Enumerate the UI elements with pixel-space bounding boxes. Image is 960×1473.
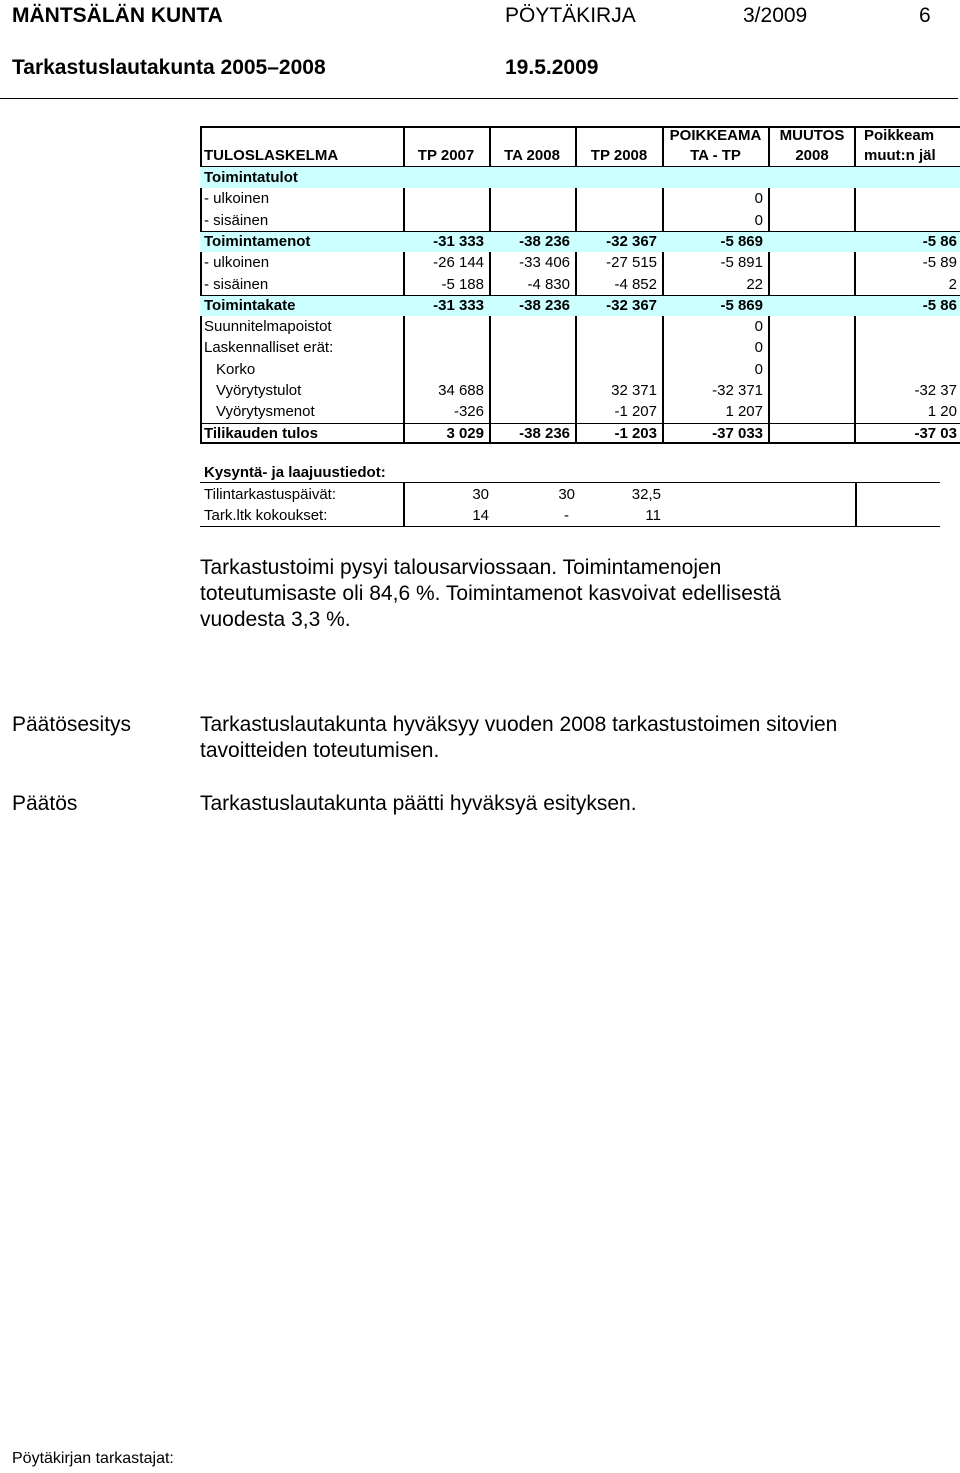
header-muut-after: muut:n jäl [864, 147, 936, 164]
table-cell-muutos [770, 252, 849, 273]
header-ta-tp: TA - TP [690, 147, 741, 164]
table-cell-tp2007: 3 029 [446, 424, 484, 442]
table-row-label: Toimintakate [204, 296, 296, 314]
table-cell-muutos [770, 380, 849, 401]
table-cell-ta2008 [491, 188, 570, 209]
table-cell-poik2: -5 89 [922, 254, 957, 272]
table-cell-muutos [770, 337, 849, 358]
table-cell-muutos [770, 167, 849, 188]
table-row-label: - sisäinen [204, 211, 269, 229]
table-cell-tp2008: -32 367 [606, 232, 657, 250]
table-cell-poikkeama: 0 [754, 339, 763, 357]
table-cell-tp2007 [405, 167, 484, 188]
stats-cell: 14 [472, 507, 489, 524]
table-row-label: - sisäinen [204, 275, 269, 293]
table-cell-poikkeama: 1 207 [725, 403, 763, 421]
table-cell-tp2008 [577, 359, 657, 380]
document-type: PÖYTÄKIRJA [505, 4, 636, 27]
table-cell-tp2008 [577, 188, 657, 209]
table-cell-tp2007 [405, 316, 484, 337]
decision-text: Tarkastuslautakunta päätti hyväksyä esityksen. [200, 792, 637, 815]
table-cell-poik2 [856, 359, 957, 380]
table-cell-muutos [770, 423, 849, 444]
table-cell-tp2007: 34 688 [438, 382, 484, 399]
table-cell-muutos [770, 274, 849, 295]
table-row-label: Korko [216, 360, 256, 378]
table-cell-tp2008: -27 515 [606, 254, 657, 272]
table-cell-tp2007 [405, 337, 484, 358]
page-number: 6 [919, 4, 931, 27]
table-cell-tp2007: -26 144 [433, 254, 484, 272]
table-cell-poikkeama: -5 891 [720, 254, 763, 272]
table-cell-tp2008 [577, 316, 657, 337]
table-cell-poik2 [856, 167, 957, 188]
table-cell-poik2 [856, 188, 957, 209]
table-cell-ta2008 [491, 401, 570, 422]
table-cell-poik2: 2 [948, 275, 957, 293]
table-cell-poik2: -37 03 [914, 424, 957, 442]
table-cell-tp2008 [577, 337, 657, 358]
table-cell-poikkeama: 22 [746, 275, 763, 293]
stats-cell: 30 [558, 486, 575, 503]
volume-data-section [200, 462, 960, 532]
table-cell-tp2008: -1 207 [614, 403, 657, 421]
header-tp2008: TP 2008 [590, 147, 648, 164]
table-cell-ta2008: -33 406 [519, 254, 570, 272]
table-row-label: Tilikauden tulos [204, 424, 318, 442]
table-cell-tp2007 [405, 210, 484, 231]
table-row-label: - ulkoinen [204, 254, 270, 272]
stats-row-label: Tark.ltk kokoukset: [204, 507, 328, 524]
table-row-label: Vyörytysmenot [216, 403, 315, 421]
header-divider [0, 98, 958, 99]
table-cell-muutos [770, 316, 849, 337]
table-cell-poik2: -32 37 [914, 382, 957, 399]
row-divider [200, 423, 960, 424]
table-cell-tp2007: -5 188 [441, 275, 484, 293]
table-cell-poik2: -5 86 [922, 296, 957, 314]
stats-cell: 11 [645, 507, 661, 524]
table-cell-ta2008 [491, 359, 570, 380]
table-cell-tp2008 [577, 167, 657, 188]
table-cell-tp2007 [405, 359, 484, 380]
volume-data-bottom [200, 526, 940, 527]
table-row-label: Suunnitelmapoistot [204, 318, 332, 336]
table-cell-poikkeama: 0 [754, 318, 763, 336]
table-cell-tp2007 [405, 188, 484, 209]
table-row-label: - ulkoinen [204, 190, 270, 208]
table-cell-ta2008 [491, 167, 570, 188]
table-cell-tp2007: -31 333 [433, 296, 484, 314]
stats-cell: 32,5 [631, 486, 661, 503]
table-cell-ta2008 [491, 380, 570, 401]
table-cell-muutos [770, 401, 849, 422]
table-cell-muutos [770, 295, 849, 316]
header-ta2008: TA 2008 [504, 147, 560, 164]
table-cell-poik2 [856, 316, 957, 337]
table-row-label: Vyörytystulot [216, 382, 302, 399]
table-cell-muutos [770, 210, 849, 231]
proposal-text: Tarkastuslautakunta hyväksyy vuoden 2008 tarkastustoimen sitovien tavoitteiden toteutumisen. [200, 713, 838, 762]
table-cell-ta2008 [491, 316, 570, 337]
table-cell-ta2008 [491, 210, 570, 231]
column-divider [855, 482, 857, 526]
table-cell-poikkeama: -32 371 [712, 382, 763, 399]
table-cell-poikkeama: -37 033 [712, 424, 763, 442]
table-cell-muutos [770, 231, 849, 252]
table-cell-poikkeama: 0 [754, 211, 763, 229]
footer-reviewers: Pöytäkirjan tarkastajat: [12, 1450, 174, 1467]
table-cell-poikkeama: -5 869 [720, 232, 763, 250]
table-row-label: Toimintamenot [204, 232, 311, 250]
table-cell-poikkeama: 0 [754, 190, 763, 208]
table-cell-poik2: -5 86 [922, 232, 957, 250]
header-muutos: MUUTOS [779, 127, 845, 144]
table-cell-ta2008: -38 236 [519, 232, 570, 250]
stats-row-label: Tilintarkastuspäivät: [204, 486, 336, 503]
volume-data-title: Kysyntä- ja laajuustiedot: [204, 464, 386, 481]
table-cell-poik2 [856, 337, 957, 358]
table-cell-tp2008: -1 203 [614, 424, 657, 442]
table-row-label: Toimintatulot [204, 169, 298, 186]
table-cell-poik2: 1 20 [927, 403, 957, 421]
header-poikkeama-after: Poikkeam [864, 127, 935, 144]
minutes-number: 3/2009 [743, 4, 808, 27]
table-cell-poikkeama: -5 869 [720, 296, 763, 314]
proposal-label: Päätösesitys [12, 713, 132, 736]
table-cell-ta2008 [491, 337, 570, 358]
header-tp2007: TP 2007 [417, 147, 475, 164]
header-tuloslaskelma: TULOSLASKELMA [204, 147, 339, 164]
meeting-date: 19.5.2009 [505, 56, 599, 79]
header-muutos-year: 2008 [795, 147, 829, 164]
table-cell-tp2008 [577, 210, 657, 231]
stats-cell: - [564, 507, 569, 524]
table-cell-ta2008: -38 236 [519, 424, 570, 442]
table-cell-poikkeama [664, 167, 763, 188]
table-cell-ta2008: -38 236 [519, 296, 570, 314]
decision-label: Päätös [12, 792, 78, 815]
volume-data-divider [200, 482, 940, 483]
row-divider [200, 295, 960, 296]
committee-name: Tarkastuslautakunta 2005–2008 [12, 56, 326, 79]
municipality-name: MÄNTSÄLÄN KUNTA [12, 4, 223, 27]
stats-cell: 30 [472, 486, 489, 503]
table-cell-poik2 [856, 210, 957, 231]
table-cell-ta2008: -4 830 [527, 275, 570, 293]
table-cell-muutos [770, 188, 849, 209]
table-row-label: Laskennalliset erät: [204, 339, 334, 357]
table-cell-muutos [770, 359, 849, 380]
table-cell-tp2007: -326 [453, 403, 484, 421]
header-poikkeama: POIKKEAMA [669, 127, 762, 144]
table-cell-tp2008: -32 367 [606, 296, 657, 314]
table-cell-tp2008: 32 371 [611, 382, 657, 399]
summary-text: Tarkastustoimi pysyi talousarviossaan. Toimintamenojen toteutumisaste oli 84,6 %. Toimintamenot kasvoivat edellisestä vuodesta 3,3 %. [200, 556, 781, 631]
table-cell-tp2007: -31 333 [433, 232, 484, 250]
table-cell-tp2008: -4 852 [614, 275, 657, 293]
row-divider [200, 231, 960, 232]
income-statement-table [200, 126, 960, 444]
table-cell-poikkeama: 0 [754, 360, 763, 378]
